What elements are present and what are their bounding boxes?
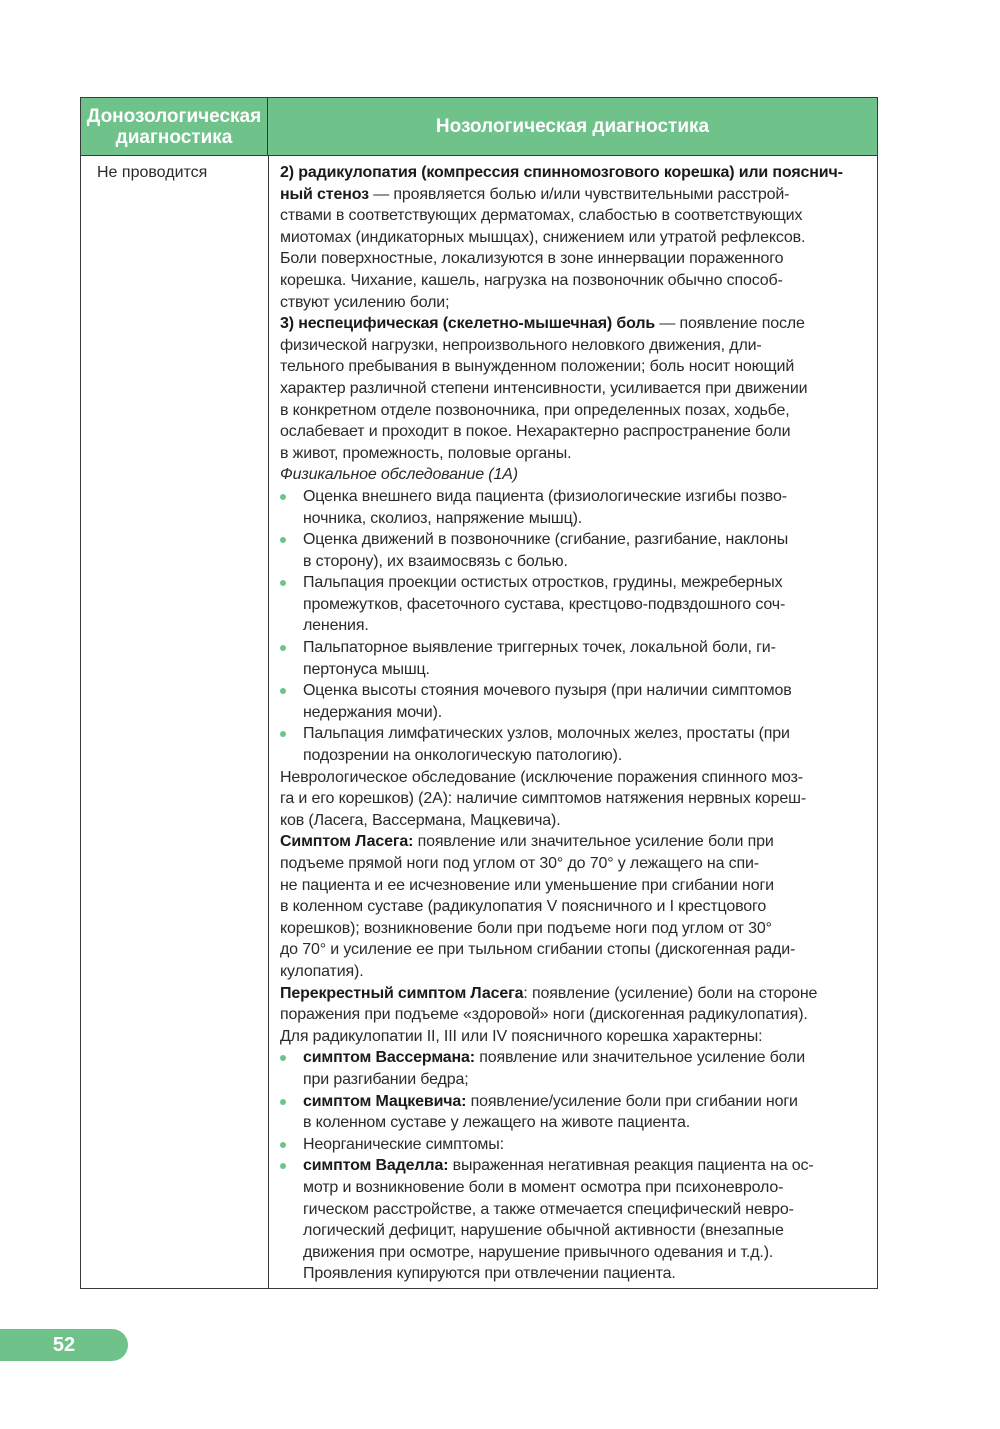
line-text: при разгибании бедра;	[303, 1070, 469, 1088]
line-text: га и его корешков) (2А): наличие симптомов натяжения нервных кореш-	[280, 790, 806, 808]
text-line	[280, 378, 870, 400]
text-line	[280, 961, 870, 983]
bullet-dot-icon	[280, 537, 286, 543]
text-line	[303, 486, 870, 508]
line-text: — проявляется болью и/или чувствительными расстрой-	[368, 185, 790, 203]
line-text: промежутков, фасеточного сустава, крестцово-подвздошного соч-	[303, 595, 786, 613]
bullet-dot-icon	[280, 1163, 286, 1169]
text-line	[303, 745, 870, 767]
line-text: мотр и возникновение боли в момент осмотра при психоневроло-	[303, 1178, 784, 1196]
text-line	[303, 1263, 870, 1285]
text-line	[280, 292, 870, 314]
bold-term: Симптом Ласега:	[280, 833, 414, 851]
text-line	[303, 615, 870, 637]
text-line	[280, 313, 870, 335]
line-text: Оценка внешнего вида пациента (физиологические изгибы позво-	[303, 487, 787, 505]
bullet-dot-icon	[280, 1142, 286, 1148]
line-text: Оценка высоты стояния мочевого пузыря (при наличии симптомов	[303, 682, 792, 700]
line-text: в коленном суставе у лежащего на животе пациента.	[303, 1114, 690, 1132]
text-line	[303, 680, 870, 702]
text-line	[303, 1155, 870, 1177]
line-text: ствами в соответствующих дерматомах, слабостью в соответствующих	[280, 207, 803, 225]
line-text: корешка. Чихание, кашель, нагрузка на позвоночник обычно способ-	[280, 271, 783, 289]
text-line	[280, 248, 870, 270]
italic-heading: Физикальное обследование (1А)	[280, 466, 518, 484]
bold-term: 2) радикулопатия (компрессия спинномозгового корешка) или пояснич-	[280, 164, 843, 181]
text-line	[303, 1134, 870, 1156]
text-line	[280, 810, 870, 832]
line-text: логический дефицит, нарушение обычной активности (внезапные	[303, 1222, 784, 1240]
bold-term: 3) неспецифическая (скелетно-мышечная) боль	[280, 315, 656, 333]
line-text: поражения при подъеме «здоровой» ноги (дискогенная радикулопатия).	[280, 1006, 808, 1024]
line-text: гическом расстройстве, а также отмечается специфический невро-	[303, 1200, 794, 1218]
bullet-item	[280, 637, 870, 680]
text-line	[303, 702, 870, 724]
bullet-dot-icon	[280, 494, 286, 500]
line-text: Пальпация проекции остистых отростков, грудины, межреберных	[303, 574, 783, 592]
line-text: движения при осмотре, нарушение привычного одевания и т.д.).	[303, 1243, 774, 1261]
bullet-item	[280, 1155, 870, 1285]
text-line	[303, 1242, 870, 1264]
text-line	[280, 205, 870, 227]
text-line	[280, 896, 870, 918]
text-line	[303, 529, 870, 551]
header-prenosological: Донозологическая диагностика	[81, 98, 268, 155]
line-text: ослабевает и проходит в покое. Нехарактерно распространение боли	[280, 423, 791, 441]
bullet-item	[280, 572, 870, 637]
line-text: характер различной степени интенсивности, усиливается при движении	[280, 379, 808, 397]
line-text: — появление после	[655, 315, 805, 333]
line-text: : появление (усиление) боли на стороне	[523, 984, 818, 1002]
bold-term: симптом Ваделла:	[303, 1157, 449, 1175]
header-nosological: Нозологическая диагностика	[435, 115, 710, 137]
line-text: кулопатия).	[280, 962, 364, 980]
text-line	[303, 659, 870, 681]
line-text: Проявления купируются при отвлечении пациента.	[303, 1265, 676, 1283]
bullet-item	[280, 486, 870, 529]
text-line	[280, 400, 870, 422]
text-line	[280, 356, 870, 378]
bullet-dot-icon	[280, 1055, 286, 1061]
text-line	[303, 551, 870, 573]
text-line	[280, 983, 870, 1005]
text-line	[280, 788, 870, 810]
bold-term: симптом Мацкевича:	[303, 1092, 467, 1110]
prenosological-cell: Не проводится	[97, 164, 208, 181]
text-line	[303, 1220, 870, 1242]
bold-term: симптом Вассермана:	[303, 1049, 475, 1067]
bullet-dot-icon	[280, 580, 286, 586]
text-line	[303, 1112, 870, 1134]
text-line	[280, 184, 870, 206]
line-text: Пальпация лимфатических узлов, молочных желез, простаты (при	[303, 725, 790, 743]
line-text: ленения.	[303, 617, 369, 635]
text-line	[280, 464, 870, 486]
line-text: тельного пребывания в вынужденном положении; боль носит ноющий	[280, 358, 795, 376]
line-text: в сторону), их взаимосвязь с болью.	[303, 552, 568, 570]
line-text: Неврологическое обследование (исключение поражения спинного моз-	[280, 768, 803, 786]
text-line	[280, 831, 870, 853]
line-text: Для радикулопатии II, III или IV поясничного корешка характерны:	[280, 1027, 763, 1045]
nosological-cell	[280, 162, 870, 1285]
text-line	[280, 421, 870, 443]
text-line	[280, 162, 870, 184]
text-line	[280, 767, 870, 789]
column-divider	[268, 155, 269, 1288]
line-text: появление или значительное усиление боли	[474, 1049, 805, 1067]
text-line	[280, 853, 870, 875]
text-line	[303, 594, 870, 616]
text-line	[280, 227, 870, 249]
line-text: недержания мочи).	[303, 703, 443, 721]
bullet-item	[280, 1047, 870, 1090]
line-text: появление или значительное усиление боли при	[413, 833, 774, 851]
text-line	[280, 939, 870, 961]
bullet-dot-icon	[280, 688, 286, 694]
bullet-item	[280, 1134, 870, 1156]
line-text: Неорганические симптомы:	[303, 1135, 504, 1153]
text-line	[280, 875, 870, 897]
line-text: появление/усиление боли при сгибании ноги	[466, 1092, 798, 1110]
line-text: корешков); возникновение боли при подъеме ноги под углом от 30°	[280, 919, 772, 937]
text-line	[303, 572, 870, 594]
text-line	[303, 637, 870, 659]
text-line	[303, 723, 870, 745]
line-text: Оценка движений в позвоночнике (сгибание, разгибание, наклоны	[303, 531, 789, 549]
text-line	[280, 918, 870, 940]
bullet-dot-icon	[280, 645, 286, 651]
bullet-item	[280, 1091, 870, 1134]
line-text: Пальпаторное выявление триггерных точек, локальной боли, ги-	[303, 639, 776, 657]
line-text: в коленном суставе (радикулопатия V поясничного и I крестцового	[280, 898, 767, 916]
bullet-item	[280, 680, 870, 723]
line-text: пертонуса мышц.	[303, 660, 430, 678]
diagnostics-table	[80, 97, 878, 1289]
page-number: 52	[0, 1329, 128, 1361]
bold-term: Перекрестный симптом Ласега	[280, 984, 524, 1002]
text-line	[303, 1091, 870, 1113]
table-header	[81, 98, 877, 156]
bullet-dot-icon	[280, 731, 286, 737]
line-text: в живот, промежность, половые органы.	[280, 444, 572, 462]
line-text: Боли поверхностные, локализуются в зоне иннервации пораженного	[280, 250, 784, 268]
text-line	[280, 335, 870, 357]
line-text: физической нагрузки, непроизвольного неловкого движения, дли-	[280, 336, 762, 354]
bullet-dot-icon	[280, 1099, 286, 1105]
line-text: до 70° и усиление ее при тыльном сгибании стопы (дискогенная ради-	[280, 941, 796, 959]
bold-term: ный стеноз	[280, 185, 369, 203]
line-text: ков (Ласега, Вассермана, Мацкевича).	[280, 811, 561, 829]
line-text: ночника, сколиоз, напряжение мышц).	[303, 509, 583, 527]
text-line	[280, 270, 870, 292]
text-line	[303, 508, 870, 530]
bullet-item	[280, 723, 870, 766]
line-text: выраженная негативная реакция пациента на ос-	[448, 1157, 814, 1175]
text-line	[280, 1026, 870, 1048]
line-text: ствуют усилению боли;	[280, 293, 450, 311]
text-line	[280, 443, 870, 465]
line-text: подъеме прямой ноги под углом от 30° до 70° у лежащего на спи-	[280, 855, 759, 872]
text-line	[303, 1177, 870, 1199]
text-line	[303, 1199, 870, 1221]
line-text: в конкретном отделе позвоночника, при определенных позах, ходьбе,	[280, 401, 790, 419]
text-line	[280, 1004, 870, 1026]
line-text: подозрении на онкологическую патологию).	[303, 747, 623, 765]
line-text: миотомах (индикаторных мышцах), снижением или утратой рефлексов.	[280, 228, 806, 246]
text-line	[303, 1069, 870, 1091]
line-text: не пациента и ее исчезновение или уменьшение при сгибании ноги	[280, 876, 774, 894]
text-line	[303, 1047, 870, 1069]
bullet-item	[280, 529, 870, 572]
